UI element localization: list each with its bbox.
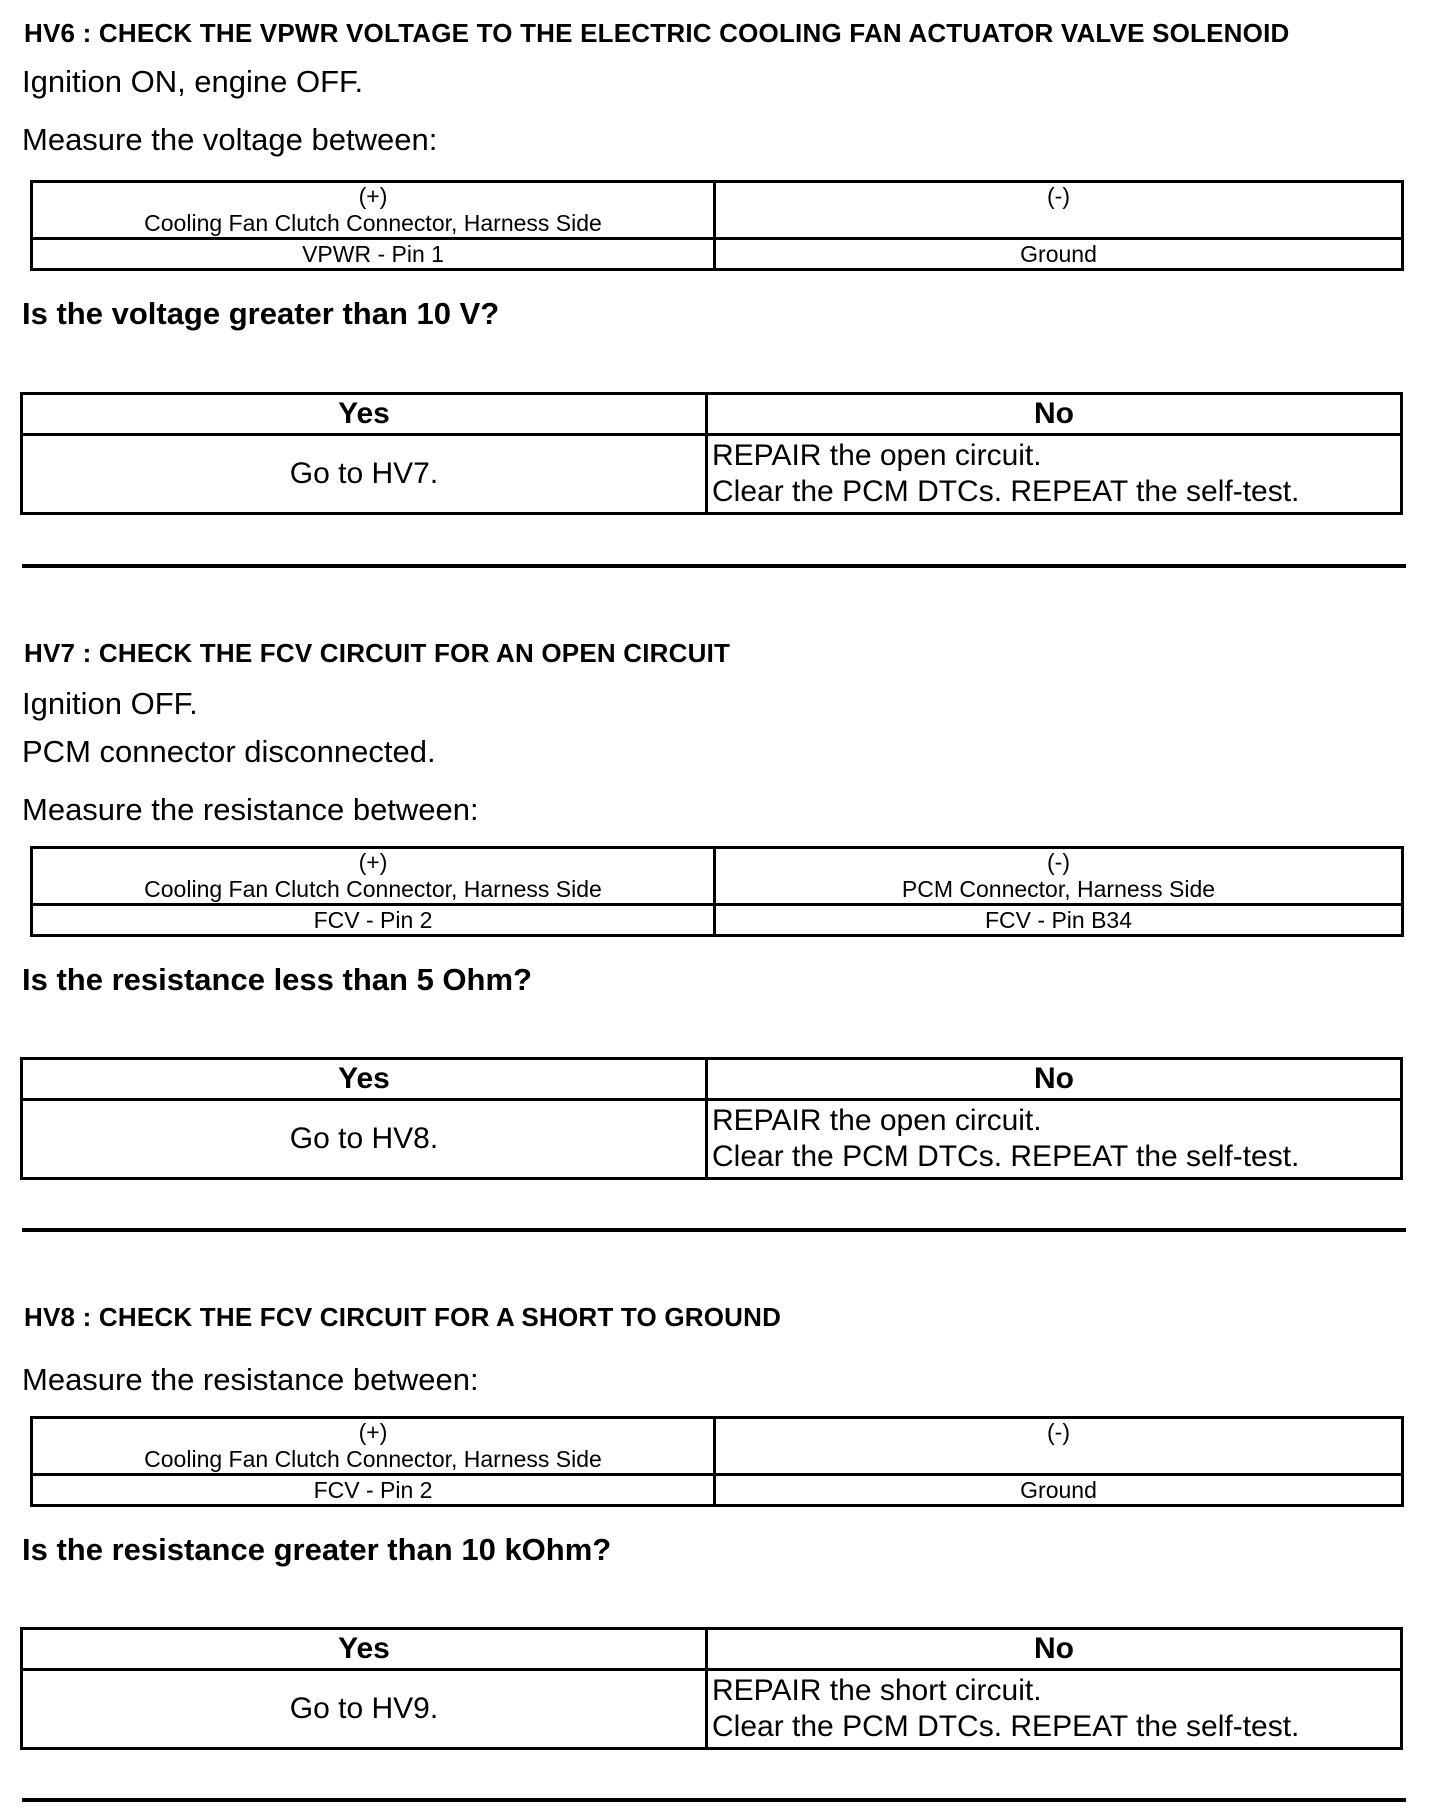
yes-header: Yes: [22, 1629, 707, 1670]
negative-connector-label: PCM Connector, Harness Side: [901, 876, 1216, 902]
no-header: No: [707, 1629, 1402, 1670]
result-table-hv6: [20, 392, 1403, 515]
positive-pin-value: FCV - Pin 2: [32, 905, 715, 936]
yes-action: Go to HV8.: [22, 1100, 707, 1179]
step-title-hv6: HV6 : CHECK THE VPWR VOLTAGE TO THE ELECTRIC COOLING FAN ACTUATOR VALVE SOLENOID: [24, 18, 1290, 48]
step-question-hv7: Is the resistance less than 5 Ohm?: [22, 962, 532, 997]
negative-probe-header: [715, 848, 1403, 905]
no-action: [707, 435, 1402, 514]
yes-action: Go to HV9.: [22, 1670, 707, 1749]
result-table-hv7: [20, 1057, 1403, 1180]
negative-sign: (-): [1047, 183, 1070, 209]
result-table-hv8: [20, 1627, 1403, 1750]
step-title-hv7: HV7 : CHECK THE FCV CIRCUIT FOR AN OPEN CIRCUIT: [24, 638, 731, 668]
instruction-line: Ignition OFF.: [22, 686, 198, 721]
positive-probe-header: [32, 848, 715, 905]
positive-pin-value: FCV - Pin 2: [32, 1475, 715, 1506]
positive-probe-header: [32, 182, 715, 239]
instruction-line: Measure the voltage between:: [22, 122, 438, 157]
measurement-table-hv6: [30, 180, 1404, 271]
no-action: [707, 1100, 1402, 1179]
negative-sign: (-): [1047, 1419, 1070, 1445]
no-header: No: [707, 394, 1402, 435]
no-action-line-1: REPAIR the open circuit.: [712, 439, 1042, 472]
no-action-line-2: Clear the PCM DTCs. REPEAT the self-test.: [712, 1140, 1300, 1173]
section-divider: [22, 564, 1406, 568]
section-divider: [22, 1798, 1406, 1802]
measurement-table-hv7: [30, 846, 1404, 937]
positive-sign: (+): [358, 849, 388, 875]
positive-sign: (+): [358, 183, 388, 209]
negative-probe-header: [715, 1418, 1403, 1475]
no-action-line-1: REPAIR the open circuit.: [712, 1104, 1042, 1137]
no-action-line-2: Clear the PCM DTCs. REPEAT the self-test.: [712, 1710, 1300, 1743]
positive-connector-label: Cooling Fan Clutch Connector, Harness Side: [144, 1446, 602, 1472]
negative-pin-value: Ground: [715, 239, 1403, 270]
negative-pin-value: FCV - Pin B34: [715, 905, 1403, 936]
instruction-line: Measure the resistance between:: [22, 792, 479, 827]
section-divider: [22, 1228, 1406, 1232]
yes-header: Yes: [22, 1059, 707, 1100]
step-question-hv6: Is the voltage greater than 10 V?: [22, 296, 500, 331]
step-title-hv8: HV8 : CHECK THE FCV CIRCUIT FOR A SHORT TO GROUND: [24, 1302, 782, 1332]
yes-action: Go to HV7.: [22, 435, 707, 514]
positive-sign: (+): [358, 1419, 388, 1445]
negative-pin-value: Ground: [715, 1475, 1403, 1506]
positive-probe-header: [32, 1418, 715, 1475]
no-action: [707, 1670, 1402, 1749]
no-action-line-2: Clear the PCM DTCs. REPEAT the self-test.: [712, 475, 1300, 508]
instruction-line: Measure the resistance between:: [22, 1362, 479, 1397]
negative-probe-header: [715, 182, 1403, 239]
positive-connector-label: Cooling Fan Clutch Connector, Harness Side: [144, 210, 602, 236]
positive-connector-label: Cooling Fan Clutch Connector, Harness Side: [144, 876, 602, 902]
no-action-line-1: REPAIR the short circuit.: [712, 1674, 1042, 1707]
measurement-table-hv8: [30, 1416, 1404, 1507]
yes-header: Yes: [22, 394, 707, 435]
instruction-line: PCM connector disconnected.: [22, 734, 436, 769]
no-header: No: [707, 1059, 1402, 1100]
step-question-hv8: Is the resistance greater than 10 kOhm?: [22, 1532, 612, 1567]
instruction-line: Ignition ON, engine OFF.: [22, 64, 364, 99]
positive-pin-value: VPWR - Pin 1: [32, 239, 715, 270]
negative-sign: (-): [1047, 849, 1070, 875]
